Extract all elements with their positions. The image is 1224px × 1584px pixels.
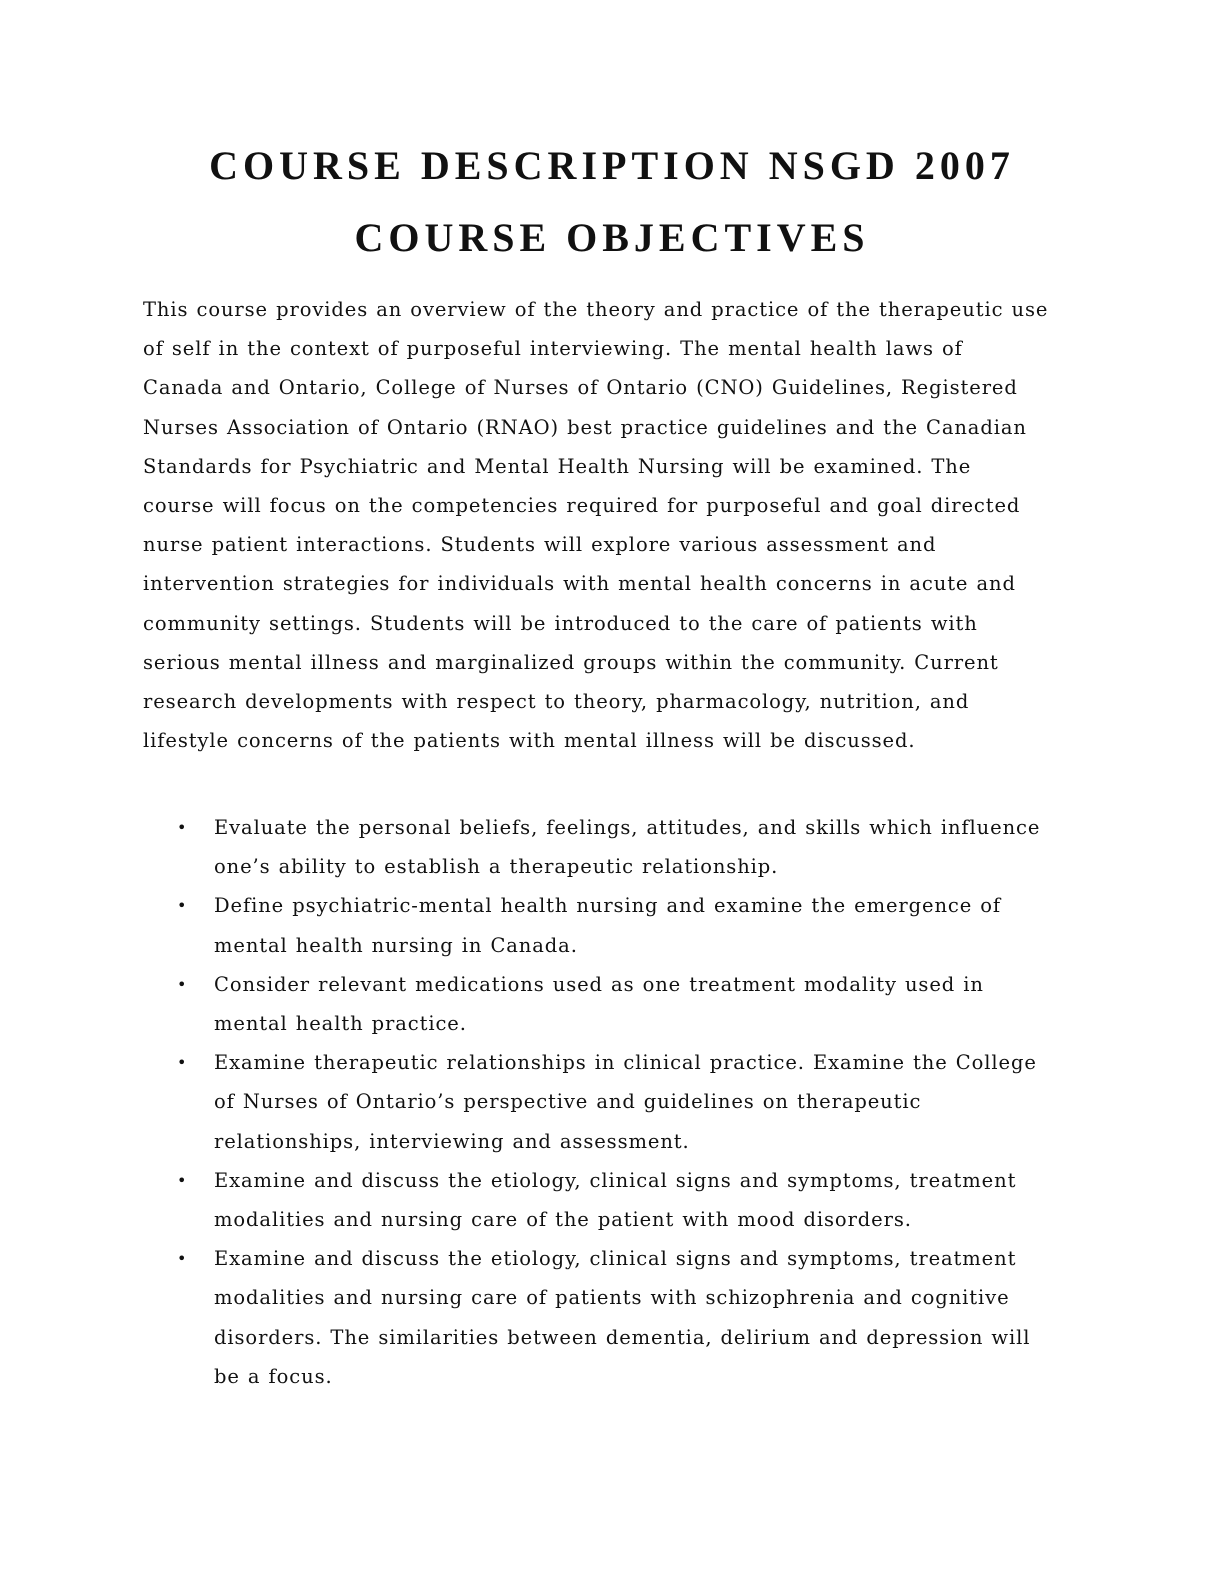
bullet-icon: •	[177, 1249, 188, 1269]
objective-item	[143, 965, 1078, 1043]
objective-line: Define psychiatric-mental health nursing and examine the emergence of	[214, 894, 1002, 918]
bullet-icon: •	[177, 1170, 188, 1190]
objective-item	[143, 808, 1078, 886]
objective-line: Evaluate the personal beliefs, feelings, attitudes, and skills which influence	[214, 816, 1041, 839]
objective-item	[143, 886, 1078, 964]
objective-line: be a focus.	[214, 1364, 333, 1388]
description-line: community settings. Students will be introduced to the care of patients with	[143, 611, 978, 635]
description-line: intervention strategies for individuals with mental health concerns in acute and	[143, 572, 1016, 596]
objective-line: mental health practice.	[214, 1012, 467, 1036]
objective-line: Examine and discuss the etiology, clinical signs and symptoms, treatment	[214, 1168, 1017, 1192]
bullet-icon: •	[177, 974, 188, 994]
objective-line: modalities and nursing care of patients with schizophrenia and cognitive	[214, 1286, 1010, 1310]
description-line: serious mental illness and marginalized groups within the community. Current	[143, 650, 999, 674]
objective-line: one’s ability to establish a therapeutic relationship.	[214, 855, 779, 879]
course-description-paragraph	[143, 290, 1078, 760]
bullet-icon: •	[177, 818, 188, 837]
course-objectives-list	[143, 808, 1078, 1396]
description-line: lifestyle concerns of the patients with mental illness will be discussed.	[143, 729, 916, 753]
objective-item	[143, 1239, 1078, 1396]
description-line: Standards for Psychiatric and Mental Health Nursing will be examined. The	[143, 454, 972, 478]
description-line: Nurses Association of Ontario (RNAO) best practice guidelines and the Canadian	[143, 415, 1027, 439]
section-title-course-objectives: COURSE OBJECTIVES	[354, 215, 870, 260]
objective-line: disorders. The similarities between dementia, delirium and depression will	[214, 1325, 1031, 1349]
bullet-icon: •	[177, 1053, 188, 1073]
objective-line: Consider relevant medications used as one treatment modality used in	[214, 972, 984, 996]
document-title: COURSE DESCRIPTION NSGD 2007	[209, 143, 1015, 188]
description-line: course will focus on the competencies required for purposeful and goal directed	[143, 494, 1021, 518]
description-line: Canada and Ontario, College of Nurses of Ontario (CNO) Guidelines, Registered	[143, 376, 1018, 400]
objective-line: modalities and nursing care of the patient with mood disorders.	[214, 1208, 912, 1232]
objective-line: mental health nursing in Canada.	[214, 933, 578, 957]
bullet-icon: •	[177, 896, 188, 916]
objective-item	[143, 1043, 1078, 1161]
objective-line: relationships, interviewing and assessment.	[214, 1129, 690, 1153]
description-line: This course provides an overview of the theory and practice of the therapeutic use	[143, 298, 1049, 321]
description-line: nurse patient interactions. Students will explore various assessment and	[143, 533, 937, 557]
objective-line: Examine and discuss the etiology, clinical signs and symptoms, treatment	[214, 1247, 1017, 1271]
objective-item	[143, 1161, 1078, 1239]
description-line: research developments with respect to theory, pharmacology, nutrition, and	[143, 690, 970, 714]
description-line: of self in the context of purposeful interviewing. The mental health laws of	[143, 337, 963, 361]
objective-line: of Nurses of Ontario’s perspective and guidelines on therapeutic	[214, 1090, 922, 1114]
objective-line: Examine therapeutic relationships in clinical practice. Examine the College	[214, 1051, 1037, 1075]
